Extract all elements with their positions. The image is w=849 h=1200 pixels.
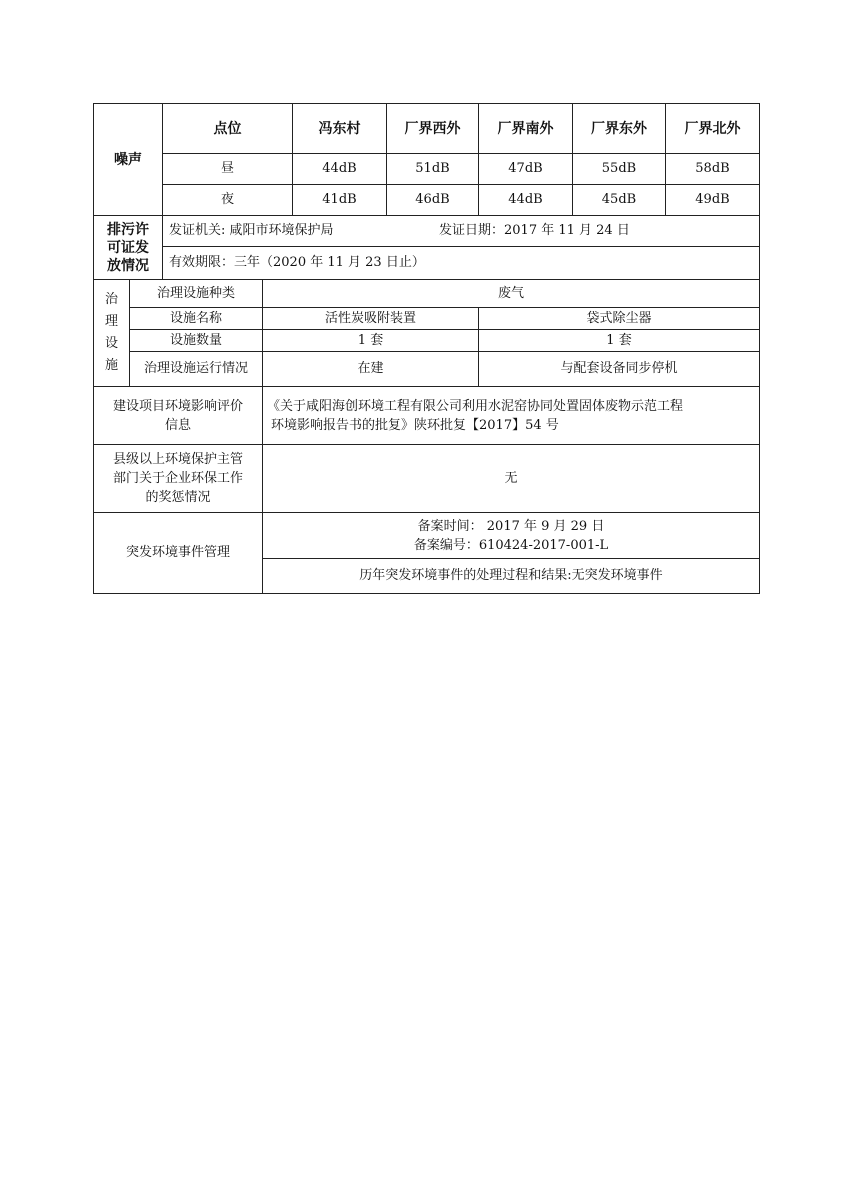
facility-count-label: 设施数量 bbox=[130, 330, 263, 352]
permit-issuer: 发证机关: 咸阳市环境保护局 bbox=[169, 223, 334, 238]
location-header: 厂界南外 bbox=[479, 104, 573, 154]
permit-issue-date: 发证日期：2017 年 11 月 24 日 bbox=[439, 223, 630, 238]
facility-name-label: 设施名称 bbox=[130, 308, 263, 330]
rewards-label-line: 县级以上环境保护主管 bbox=[112, 452, 243, 467]
permit-label-line: 排污许 bbox=[107, 221, 149, 238]
day-value: 58dB bbox=[666, 154, 760, 185]
facility-count-value: 1 套 bbox=[263, 330, 479, 352]
facility-name-value: 活性炭吸附装置 bbox=[263, 308, 479, 330]
facility-status-value: 与配套设备同步停机 bbox=[479, 352, 760, 387]
treatment-label-char: 治 bbox=[104, 292, 118, 307]
noise-night-row bbox=[94, 185, 760, 216]
location-header: 冯东村 bbox=[293, 104, 387, 154]
rewards-label-line: 的奖惩情况 bbox=[145, 490, 211, 505]
treatment-type-label: 治理设施种类 bbox=[130, 280, 263, 308]
eia-label-line: 信息 bbox=[164, 417, 191, 433]
day-value: 55dB bbox=[573, 154, 666, 185]
permit-label-line: 放情况 bbox=[107, 257, 149, 274]
permit-row-2 bbox=[94, 247, 760, 280]
eia-value-line: 《关于咸阳海创环境工程有限公司利用水泥窑协同处置固体废物示范工程 bbox=[267, 398, 684, 414]
facility-status-label: 治理设施运行情况 bbox=[130, 352, 263, 387]
treatment-label-char: 设 bbox=[104, 336, 118, 351]
location-header: 厂界东外 bbox=[573, 104, 666, 154]
emergency-record-row bbox=[94, 513, 760, 559]
night-label: 夜 bbox=[163, 185, 293, 216]
treatment-type-row bbox=[94, 280, 760, 308]
location-header: 厂界西外 bbox=[387, 104, 479, 154]
facility-name-value: 袋式除尘器 bbox=[479, 308, 760, 330]
eia-value-line: 环境影响报告书的批复》陕环批复【2017】54 号 bbox=[271, 417, 559, 433]
treatment-section-label bbox=[94, 280, 130, 387]
location-header: 厂界北外 bbox=[666, 104, 760, 154]
day-value: 44dB bbox=[293, 154, 387, 185]
night-value: 45dB bbox=[573, 185, 666, 216]
point-header: 点位 bbox=[163, 104, 293, 154]
emergency-label: 突发环境事件管理 bbox=[94, 513, 263, 594]
eia-label-line: 建设项目环境影响评价 bbox=[112, 398, 243, 414]
facility-count-row bbox=[94, 330, 760, 352]
rewards-value: 无 bbox=[263, 445, 760, 513]
emergency-history: 历年突发环境事件的处理过程和结果:无突发环境事件 bbox=[263, 559, 760, 594]
rewards-label bbox=[94, 445, 263, 513]
eia-label bbox=[94, 387, 263, 445]
permit-row-1 bbox=[94, 216, 760, 247]
treatment-label-char: 施 bbox=[104, 358, 118, 373]
day-label: 昼 bbox=[163, 154, 293, 185]
permit-section-label bbox=[94, 216, 163, 280]
permit-validity: 有效期限：三年（2020 年 11 月 23 日止） bbox=[163, 247, 760, 280]
emergency-record bbox=[263, 513, 760, 559]
environmental-info-table bbox=[93, 103, 760, 594]
eia-row bbox=[94, 387, 760, 445]
rewards-row bbox=[94, 445, 760, 513]
noise-day-row bbox=[94, 154, 760, 185]
treatment-type-value: 废气 bbox=[263, 280, 760, 308]
night-value: 41dB bbox=[293, 185, 387, 216]
noise-header-row bbox=[94, 104, 760, 154]
emergency-record-number: 备案编号：610424-2017-001-L bbox=[413, 537, 609, 553]
treatment-label-char: 理 bbox=[104, 314, 118, 329]
permit-issuer-cell bbox=[163, 216, 760, 247]
permit-label-line: 可证发 bbox=[107, 239, 149, 256]
night-value: 44dB bbox=[479, 185, 573, 216]
facility-status-value: 在建 bbox=[263, 352, 479, 387]
rewards-label-line: 部门关于企业环保工作 bbox=[112, 471, 243, 486]
facility-count-value: 1 套 bbox=[479, 330, 760, 352]
day-value: 51dB bbox=[387, 154, 479, 185]
day-value: 47dB bbox=[479, 154, 573, 185]
night-value: 46dB bbox=[387, 185, 479, 216]
noise-section-label: 噪声 bbox=[94, 104, 163, 216]
facility-status-row bbox=[94, 352, 760, 387]
eia-value bbox=[263, 387, 760, 445]
facility-name-row bbox=[94, 308, 760, 330]
emergency-record-time: 备案时间： 2017 年 9 月 29 日 bbox=[417, 518, 605, 534]
night-value: 49dB bbox=[666, 185, 760, 216]
